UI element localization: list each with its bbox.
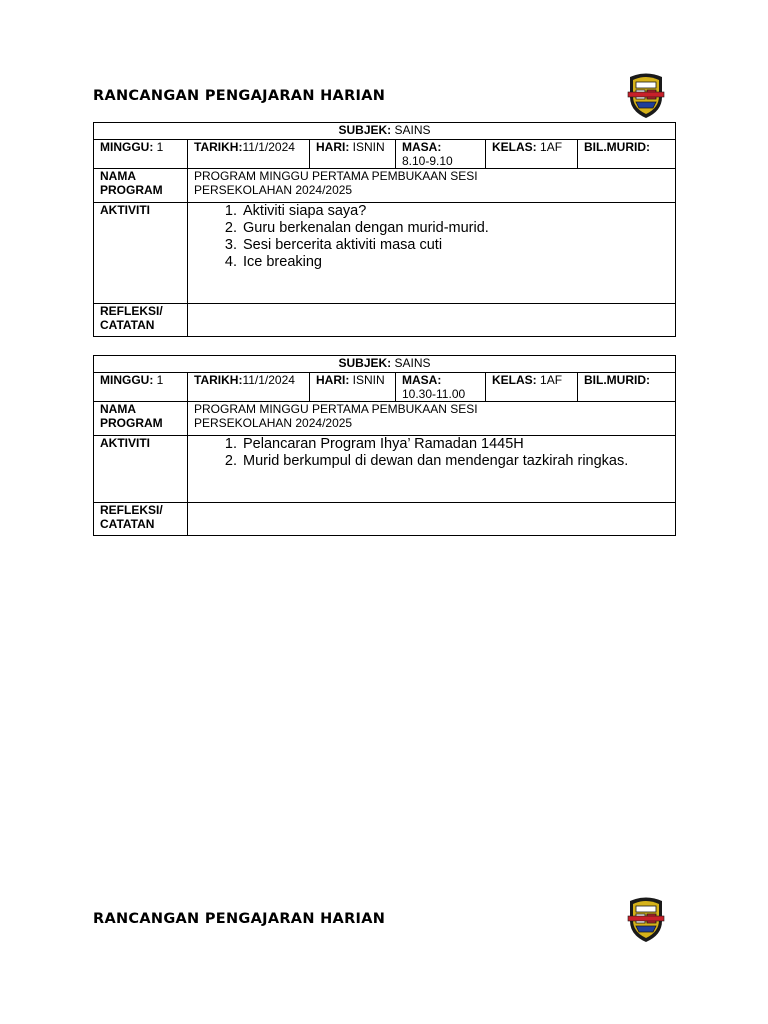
- school-crest-icon: [626, 71, 666, 119]
- masa-cell: [396, 373, 486, 402]
- bil-murid-cell: [578, 140, 676, 169]
- subjek-cell: [94, 123, 676, 140]
- minggu-label: MINGGU:: [100, 373, 154, 387]
- subjek-value: SAINS: [394, 356, 431, 370]
- minggu-label: MINGGU:: [100, 140, 154, 154]
- hari-label: HARI:: [316, 140, 350, 154]
- kelas-value: 1AF: [540, 140, 563, 154]
- kelas-cell: [486, 373, 578, 402]
- aktiviti-label: AKTIVITI: [94, 436, 188, 503]
- nama-program-value: PROGRAM MINGGU PERTAMA PEMBUKAAN SESI PERSEKOLAHAN 2024/2025: [188, 169, 676, 203]
- aktiviti-list: [194, 436, 669, 470]
- minggu-cell: [94, 373, 188, 402]
- kelas-label: KELAS:: [492, 373, 537, 387]
- hari-cell: [310, 140, 396, 169]
- list-item: 2. Murid berkumpul di dewan dan mendengar tazkirah ringkas.: [241, 453, 669, 470]
- kelas-value: 1AF: [540, 373, 563, 387]
- refleksi-label: REFLEKSI/ CATATAN: [94, 503, 188, 536]
- hari-cell: [310, 373, 396, 402]
- nama-program-label: NAMA PROGRAM: [94, 169, 188, 203]
- tarikh-label: TARIKH:: [194, 373, 243, 387]
- page-title: RANCANGAN PENGAJARAN HARIAN: [93, 88, 386, 104]
- masa-cell: [396, 140, 486, 169]
- subjek-cell: [94, 356, 676, 373]
- subjek-value: SAINS: [394, 123, 431, 137]
- refleksi-label: REFLEKSI/ CATATAN: [94, 304, 188, 337]
- list-item: 4. Ice breaking: [241, 254, 669, 271]
- hari-value: ISNIN: [352, 140, 385, 154]
- bil-murid-cell: [578, 373, 676, 402]
- minggu-cell: [94, 140, 188, 169]
- list-item: 1. Pelancaran Program Ihya’ Ramadan 1445H: [241, 436, 669, 453]
- lesson-plan-table-2: [93, 355, 676, 536]
- aktiviti-cell: [188, 203, 676, 304]
- tarikh-value: 11/1/2024: [242, 373, 295, 387]
- subjek-label: SUBJEK:: [338, 123, 392, 137]
- footer-title: RANCANGAN PENGAJARAN HARIAN: [93, 911, 386, 927]
- lesson-plan-table-1: [93, 122, 676, 337]
- nama-program-label: NAMA PROGRAM: [94, 402, 188, 436]
- tarikh-cell: [188, 140, 310, 169]
- masa-value: 10.30-11.00: [402, 387, 466, 401]
- kelas-label: KELAS:: [492, 140, 537, 154]
- minggu-value: 1: [156, 373, 164, 387]
- bil-murid-label: BIL.MURID:: [584, 373, 650, 387]
- tarikh-cell: [188, 373, 310, 402]
- hari-value: ISNIN: [352, 373, 385, 387]
- minggu-value: 1: [156, 140, 164, 154]
- aktiviti-label: AKTIVITI: [94, 203, 188, 304]
- school-crest-icon: [626, 895, 666, 943]
- nama-program-value: PROGRAM MINGGU PERTAMA PEMBUKAAN SESI PERSEKOLAHAN 2024/2025: [188, 402, 676, 436]
- list-item: 3. Sesi bercerita aktiviti masa cuti: [241, 237, 669, 254]
- bil-murid-label: BIL.MURID:: [584, 140, 650, 154]
- masa-label: MASA:: [402, 140, 442, 154]
- masa-label: MASA:: [402, 373, 442, 387]
- subjek-label: SUBJEK:: [338, 356, 392, 370]
- aktiviti-cell: [188, 436, 676, 503]
- refleksi-value: [188, 503, 676, 536]
- list-item: 2. Guru berkenalan dengan murid-murid.: [241, 220, 669, 237]
- hari-label: HARI:: [316, 373, 350, 387]
- list-item: 1. Aktiviti siapa saya?: [241, 203, 669, 220]
- kelas-cell: [486, 140, 578, 169]
- masa-value: 8.10-9.10: [402, 154, 453, 168]
- tarikh-value: 11/1/2024: [242, 140, 295, 154]
- refleksi-value: [188, 304, 676, 337]
- aktiviti-list: [194, 203, 669, 271]
- tarikh-label: TARIKH:: [194, 140, 243, 154]
